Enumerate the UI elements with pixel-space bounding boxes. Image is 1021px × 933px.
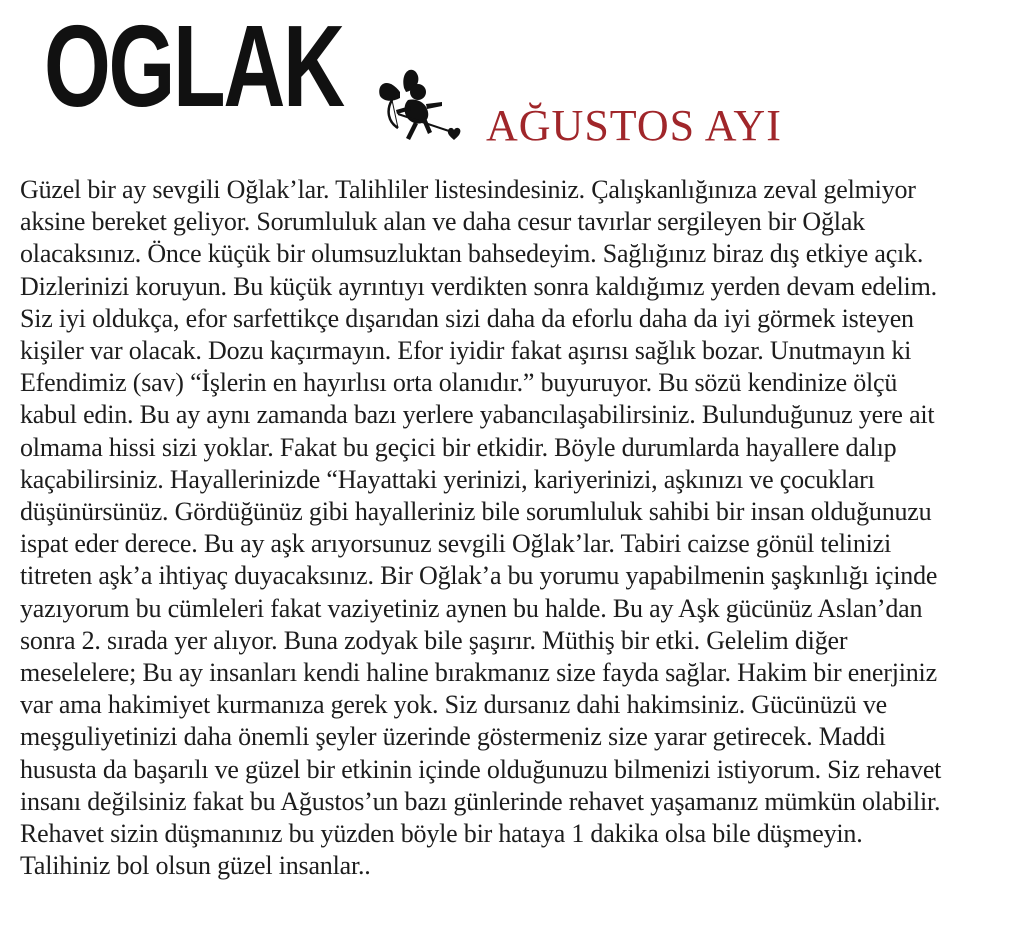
- text-line: yazıyorum bu cümleleri fakat vaziyetiniz aynen bu halde. Bu ay Aşk gücünüz Aslan’dan: [20, 593, 923, 623]
- text-line: Rehavet sizin düşmanınız bu yüzden böyle bir hataya 1 dakika olsa bile düşmeyin.: [20, 819, 863, 849]
- text-line: sonra 2. sırada yer alıyor. Buna zodyak bile şaşırır. Müthiş bir etki. Gelelim diğer: [20, 625, 848, 655]
- text-line: titreten aşk’a ihtiyaç duyacaksınız. Bir Oğlak’a bu yorumu yapabilmenin şaşkınlığı içinde: [20, 561, 938, 591]
- text-line: meşguliyetinizi daha önemli şeyler üzerinde göstermeniz size yarar getirecek. Maddi: [20, 722, 886, 752]
- text-line: Siz iyi oldukça, efor sarfettikçe dışarıdan sizi daha da eforlu daha da iyi görmek isteyen: [20, 303, 914, 333]
- text-line: Güzel bir ay sevgili Oğlak’lar. Talihliler listesindesiniz. Çalışkanlığınıza zeval gelmiyor: [20, 175, 916, 204]
- sign-title: OGLAK: [44, 1, 343, 131]
- text-line: kişiler var olacak. Dozu kaçırmayın. Efor iyidir fakat aşırısı sağlık bozar. Unutmayın ki: [20, 336, 912, 366]
- text-line: ispat eder derece. Bu ay aşk arıyorsunuz sevgili Oğlak’lar. Tabiri caizse gönül telinizi: [20, 529, 892, 559]
- text-line: kaçabilirsiniz. Hayallerinizde “Hayattaki yerinizi, kariyerinizi, aşkınızı ve çocukları: [20, 464, 875, 494]
- text-line: düşünürsünüz. Gördüğünüz gibi hayalleriniz bile sorumluluk sahibi bir insan olduğunuzu: [20, 497, 932, 527]
- text-line: Efendimiz (sav) “İşlerin en hayırlısı orta olanıdır.” buyuruyor. Bu sözü kendinize ölçü: [20, 368, 898, 398]
- month-title: AĞUSTOS AYI: [486, 101, 782, 150]
- text-line: meselelere; Bu ay insanları kendi haline bırakmanız size fayda sağlar. Hakim bir enerjiniz: [20, 658, 937, 688]
- text-line: olmama hissi sizi yoklar. Fakat bu geçici bir etkidir. Böyle durumlarda hayallere dalıp: [20, 432, 897, 462]
- text-line: Dizlerinizi koruyun. Bu küçük ayrıntıyı verdikten sonra kaldığımız yerden devam edelim.: [20, 271, 937, 301]
- text-line: Talihiniz bol olsun güzel insanlar..: [20, 851, 371, 881]
- text-line: aksine bereket geliyor. Sorumluluk alan ve daha cesur tavırlar sergileyen bir Oğlak: [20, 207, 865, 237]
- text-line: kabul edin. Bu ay aynı zamanda bazı yerlere yabancılaşabilirsiniz. Bulunduğunuz yere ait: [20, 400, 935, 430]
- text-line: hususta da başarılı ve güzel bir etkinin içinde olduğunuzu bilmenizi istiyorum. Siz rehavet: [20, 754, 942, 784]
- horoscope-text: [20, 174, 1005, 882]
- text-line: var ama hakimiyet kurmanıza gerek yok. Siz dursanız dahi hakimsiniz. Gücünüzü ve: [20, 690, 887, 720]
- cupid-icon: [370, 62, 466, 152]
- text-line: olacaksınız. Önce küçük bir olumsuzluktan bahsedeyim. Sağlığınız biraz dış etkiye açık.: [20, 239, 924, 269]
- page-header: [0, 0, 1021, 170]
- text-line: insanı değilsiniz fakat bu Ağustos’un bazı günlerinde rehavet yaşamanız mümkün olabilir.: [20, 786, 941, 816]
